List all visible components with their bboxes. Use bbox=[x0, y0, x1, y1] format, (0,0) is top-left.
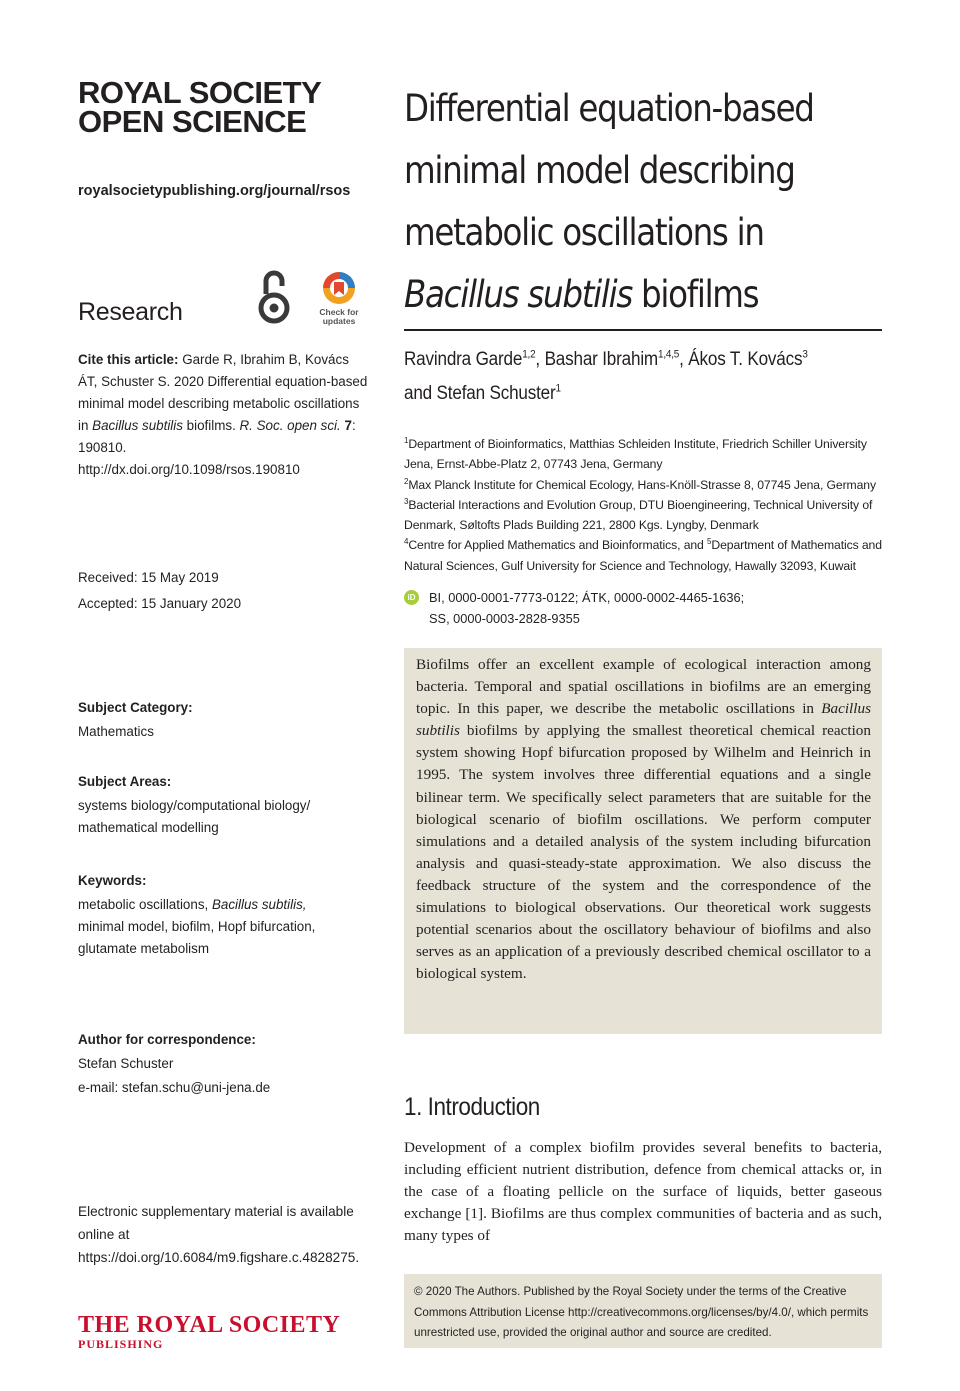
affiliations: $^1$Department of Bioinformatics, Matthias Schleiden Institute, Friedrich Schiller University Jena, Ernst-Abbe-Platz 2, 07743 Jena, Germany $^2$Max Planck Institute for Chemical Ecology, Hans-Knöll-Strasse 8, 07745 Jena, Germany $^3$Bacterial Interactions and Evolution Group, DTU Bioengineering, Technical University of Denmark, Søltofts Plads Building 221, 2800 Kgs. Lyngby, Denmark $^4$Centre for Applied Mathematics and Bioinformatics, and $^5$Department of Mathematics and Natural Sciences, Gulf University for Science and Technology, Hawally 32093, Kuwait bbox=[404, 435, 882, 573]
paper-title: Differential equation-based minimal model describing metabolic oscillations in Bacillus subtilis biofilms bbox=[404, 87, 814, 316]
citation-label: Cite this article: bbox=[78, 352, 179, 367]
check-for-updates-label[interactable]: Check for updates bbox=[319, 307, 359, 326]
subject-category: Subject Category: Mathematics bbox=[78, 700, 193, 739]
open-access-icon bbox=[256, 268, 292, 326]
journal-url[interactable]: royalsocietypublishing.org/journal/rsos bbox=[78, 183, 351, 199]
section-heading-introduction: 1. Introduction bbox=[404, 1093, 540, 1121]
correspondence-email[interactable]: e-mail: stefan.schu@uni-jena.de bbox=[78, 1080, 271, 1095]
citation-doi[interactable]: http://dx.doi.org/10.1098/rsos.190810 bbox=[78, 462, 300, 477]
abstract-box bbox=[404, 648, 882, 1034]
supplementary-material: Electronic supplementary material is available online at https://doi.org/10.6084/m9.figshare.c.4828275. bbox=[78, 1204, 360, 1265]
title-divider bbox=[404, 329, 882, 331]
article-dates bbox=[78, 567, 368, 615]
license-box: © 2020 The Authors. Published by the Royal Society under the terms of the Creative Commons Attribution License http://creativecommons.org/licenses/by/4.0/, which permits unrestricted use, provided the original author and source are credited. bbox=[404, 1274, 882, 1348]
correspondence: Author for correspondence: Stefan Schuster e-mail: stefan.schu@uni-jena.de bbox=[78, 1029, 368, 1099]
subject-areas: Subject Areas: systems biology/computational biology/ mathematical modelling bbox=[78, 774, 311, 835]
journal-header bbox=[78, 75, 368, 199]
article-type: Research bbox=[78, 298, 183, 326]
received-date: Received: 15 May 2019 bbox=[78, 570, 219, 585]
accepted-date: Accepted: 15 January 2020 bbox=[78, 596, 242, 611]
abstract-text: Biofilms offer an excellent example of ecological interaction among bacteria. Temporal and spatial oscillations in biofilms are an emerging topic. In this paper, we describe the metabolic oscillations in Bacillus subtilis biofilms by applying the smallest theoretical chemical reaction system showing Hopf bifurcation proposed by Wilhelm and Heinrich in 1995. The system involves three differential equations and a single bilinear term. We specifically select parameters that are suitable for the biological scenario of biofilm oscillations. We perform computer simulations and a detailed analysis of the system including bifurcation analysis and quasi-steady-state approximation. We also discuss the feedback structure of the system and the correspondence of the simulations to biological observations. Our theoretical work suggests potential scenarios about the oscillatory behaviour of biofilms and also serves as an application of a previously described chemical oscillator to a biological system. bbox=[416, 656, 871, 983]
journal-title: ROYAL SOCIETY OPEN SCIENCE bbox=[78, 75, 322, 139]
orcid-icon: iD bbox=[404, 590, 419, 605]
introduction-text: Development of a complex biofilm provides several benefits to bacteria, including efficient nutrient distribution, defence from chemical attacks or, in the case of a floating pellicle on the surface of liquids, better gaseous exchange [1]. Biofilms are thus complex communities of bacteria and as such, many types of bbox=[404, 1139, 882, 1245]
citation: Cite this article: Garde R, Ibrahim B, Kovács ÁT, Schuster S. 2020 Differential equation-based minimal model describing metabolic oscillations in Bacillus subtilis biofilms. R. Soc. open sci. 7: 190810. http://dx.doi.org/10.1098/rsos.190810 bbox=[78, 352, 368, 477]
royal-society-publishing-logo: THE ROYAL SOCIETY PUBLISHING bbox=[78, 1312, 341, 1351]
orcid-list: iD BI, 0000-0001-7773-0122; ÁTK, 0000-0002-4465-1636; SS, 0000-0003-2828-9355 bbox=[404, 587, 882, 629]
article-type-row bbox=[78, 268, 368, 334]
keywords: Keywords: metabolic oscillations, Bacillus subtilis, minimal model, biofilm, Hopf bifurcation, glutamate metabolism bbox=[78, 873, 316, 956]
author-list: Ravindra Garde$^{1,2}$, Bashar Ibrahim$^{1,4,5}$, Ákos T. Kovács$^3$ and Stefan Schuster$^1$ bbox=[404, 348, 808, 404]
